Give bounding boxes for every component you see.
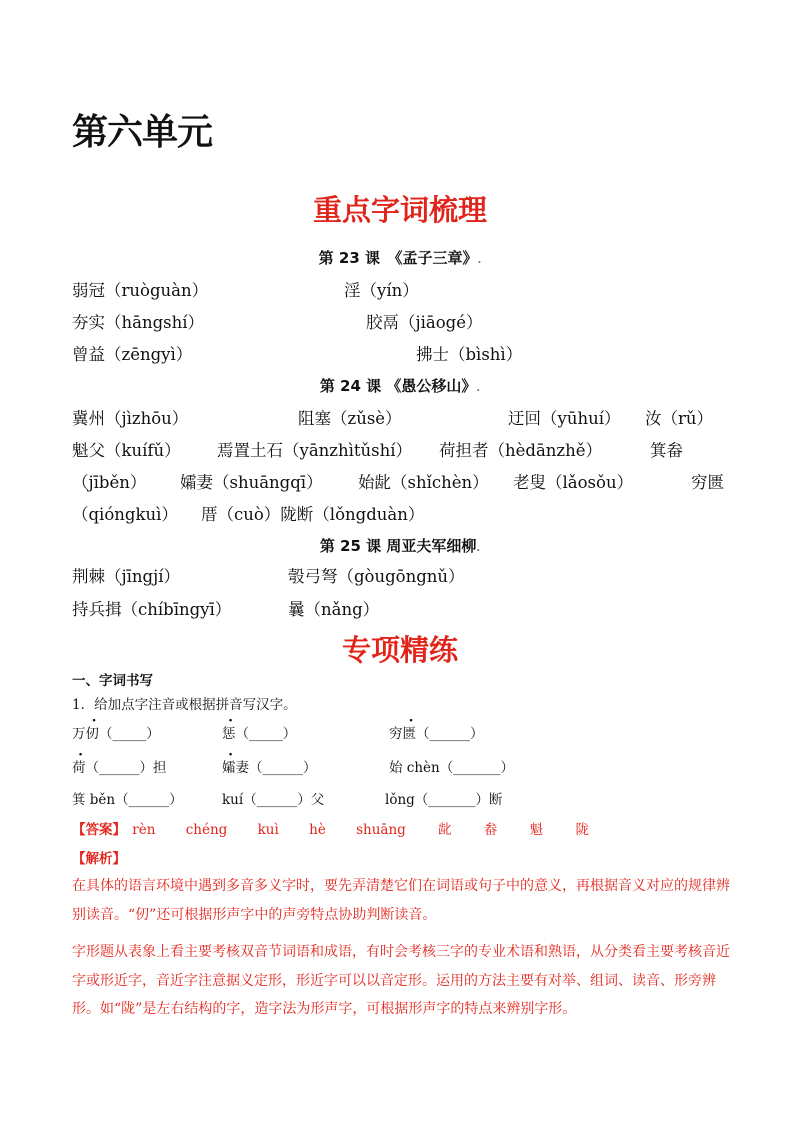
exercise-item	[72, 756, 167, 776]
word-entry: 孀妻（shuāngqī）	[180, 473, 323, 492]
exercise-item[interactable]: lǒng（_______）断	[385, 792, 503, 808]
answer-label: 【答案】	[72, 822, 126, 838]
dotted-char: 荷	[72, 760, 86, 776]
lesson-23-title-text: 第 23 课 《孟子三章》	[318, 249, 478, 267]
dotted-char: 孀	[222, 760, 236, 776]
exercise-item[interactable]: kuí（______）父	[222, 792, 325, 808]
word-entry: 老叟（lǎosǒu）	[513, 473, 634, 492]
exercise-text: 穷	[389, 726, 403, 742]
word-entry: （qióngkuì）	[72, 505, 178, 524]
answer-blank[interactable]: （______）担	[85, 760, 167, 776]
lesson-24-title: 第 24 课 《愚公移山》.	[319, 377, 481, 395]
answer-item: 陇	[575, 822, 589, 838]
answer-item: kuì	[257, 822, 279, 838]
dotted-char: 匮	[402, 726, 416, 742]
word-entry: 荷担者（hèdānzhě）	[439, 441, 603, 460]
exercise-item	[389, 722, 484, 742]
answer-line	[72, 818, 589, 838]
word-entry: 始龀（shǐchèn）	[358, 473, 489, 492]
exercise-text: 万	[72, 726, 86, 742]
word-entry: 曾益（zēngyì）	[72, 345, 193, 364]
answer-blank[interactable]: （_____）	[235, 726, 297, 742]
unit-title: 第六单元	[72, 112, 213, 153]
word-entry: 阻塞（zǔsè）	[298, 409, 402, 428]
answer-item: 畚	[483, 822, 498, 838]
exercise-item	[72, 722, 160, 742]
word-entry: 焉置土石（yānzhìtǔshí）	[217, 441, 413, 460]
answer-item: 魁	[529, 822, 544, 838]
word-entry: 彀弓弩（gòugōngnǔ）	[288, 567, 465, 586]
word-entry: 曩（nǎng）	[288, 600, 380, 619]
exercise-item	[222, 722, 296, 742]
analysis-label	[72, 847, 126, 867]
lesson-25-title-text: 第 25 课 周亚夫军细柳	[319, 537, 477, 555]
word-entry: 迂回（yūhuí）	[508, 409, 621, 428]
word-entry: 荆棘（jīngjí）	[72, 567, 180, 586]
exercise-text: 始 chèn	[389, 760, 440, 776]
word-entry: 汝（rǔ）	[645, 409, 714, 428]
answer-item: shuāng	[356, 822, 406, 838]
lesson-25-title: 第 25 课 周亚夫军细柳.	[319, 537, 481, 555]
word-entry: （jīběn）	[72, 473, 147, 492]
lesson-24-title-text: 第 24 课 《愚公移山》	[319, 377, 477, 395]
question-stem: 1．给加点字注音或根据拼音写汉字。	[72, 697, 297, 713]
answer-item: hè	[309, 822, 326, 838]
section-title-key-words: 重点字词梳理	[312, 193, 487, 227]
part-title: 一、字词书写	[72, 673, 153, 689]
dotted-char: 惩	[222, 726, 236, 742]
answer-blank[interactable]: （_____）	[99, 726, 160, 742]
lesson-23-title: 第 23 课 《孟子三章》.	[318, 249, 482, 267]
word-entry: 穷匮	[691, 473, 724, 492]
exercise-item	[222, 756, 317, 776]
word-entry: 淫（yín）	[344, 281, 419, 300]
section-title-practice: 专项精练	[341, 633, 458, 667]
word-entry: 弱冠（ruòguàn）	[72, 281, 209, 300]
word-entry: 拂士（bìshì）	[416, 345, 523, 364]
answer-blank[interactable]: （______）	[416, 726, 484, 742]
answer-item: 龀	[438, 822, 452, 838]
answer-item: rèn	[132, 822, 156, 838]
analysis-paragraph: 在具体的语言环境中遇到多音多义字时，要先弄清楚它们在词语或句子中的意义，再根据音义对应的规律辨别读音。“仞”还可根据形声字中的声旁特点协助判断读音。	[72, 878, 730, 923]
answer-item: chéng	[185, 822, 228, 838]
dotted-char: 仞	[85, 726, 99, 742]
word-entry: 夯实（hāngshí）	[72, 313, 205, 332]
exercise-item	[389, 756, 514, 776]
word-entry: 持兵揖（chíbīngyī）	[72, 600, 232, 619]
analysis-paragraph: 字形题从表象上看主要考核双音节词语和成语，有时会考核三字的专业术语和熟语，从分类看主要考核音近字或形近字，音近字注意据义定形，形近字可以以音定形。运用的方法主要有对举、组词、读音、形旁辨形。如“陇”是左右结构的字，造字法为形声字，可根据形声字的特点来辨别字形。	[72, 944, 730, 1017]
word-entry: 厝（cuò）陇断（lǒngduàn）	[201, 505, 425, 524]
answer-blank[interactable]: 妻（______）	[235, 760, 317, 776]
answer-blank[interactable]: （_______）	[439, 760, 514, 776]
word-entry: 冀州（jìzhōu）	[72, 409, 189, 428]
analysis-label-text: 【解析】	[72, 851, 126, 867]
word-entry: 魁父（kuífǔ）	[72, 441, 181, 460]
word-entry: 箕畚	[650, 441, 683, 460]
exercise-item[interactable]: 箕 běn（______）	[72, 792, 183, 808]
word-entry: 胶鬲（jiāogé）	[366, 313, 483, 332]
